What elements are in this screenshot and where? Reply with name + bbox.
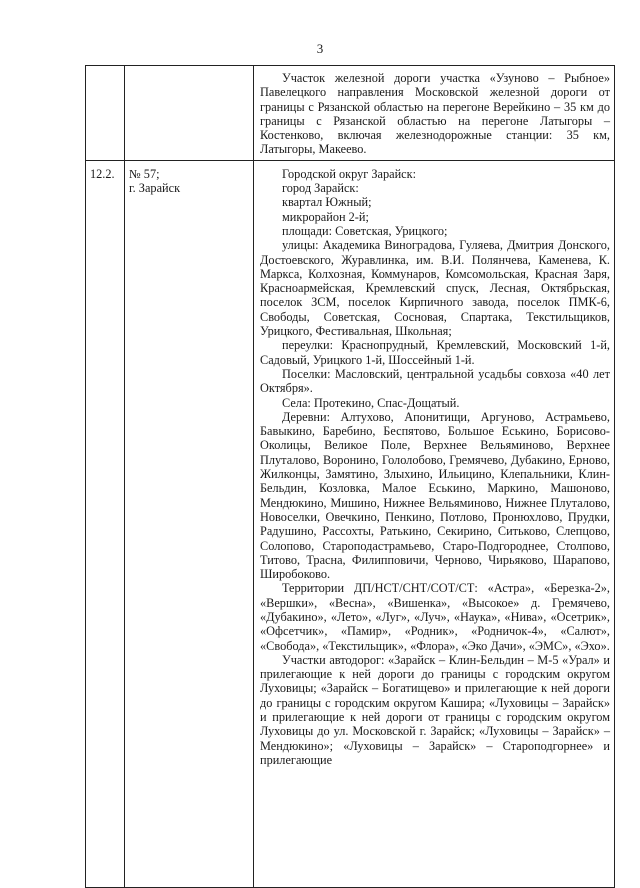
table-row	[86, 66, 615, 161]
paragraph: Поселки: Масловский, центральной усадьбы совхоза «40 лет Октября».	[260, 366, 610, 396]
paragraph: Участок железной дороги участка «Узуново – Рыбное» Павелецкого направления Московской железной дороги от границы с Рязанской областью на перегоне Верейкино – 35 км до границы с Рязанской областью на перегоне Латыгоры – Костенково, включая железнодорожные станции: 35 км, Латыгоры, Макеево.	[260, 71, 610, 157]
territory-table	[85, 65, 615, 888]
paragraph: Участки автодорог: «Зарайск – Клин-Бельдин – М-5 «Урал» и прилегающие к ней дороги до границы с городским округом Луховицы; «Зарайск – Богатищево» и прилегающие к ней дороги до границы с городским округом Кашира; «Луховицы – Зарайск» и прилегающие к ней дороги от границы с городским округом Луховицы до ул. Московской г. Зарайск; «Луховицы – Зарайск» – Мендюкино»; «Луховицы – Зарайск» – Староподгорнее» и прилегающие	[260, 652, 610, 767]
paragraph: Городской округ Зарайск:	[282, 166, 417, 181]
table-row	[86, 160, 615, 887]
paragraph: улицы: Академика Виноградова, Гуляева, Дмитрия Донского, Достоевского, Журавлинка, им. В.И. Полянчева, Каменева, К. Маркса, Колхозная, Коммунаров, Комсомольская, Красная Заря, Красноармейская, Кремлевский спуск, Лесная, Октябрьская, поселок ЗСМ, поселок Кирпичного завода, поселок ПМК-6, Свободы, Советская, Сосновая, Спартака, Текстильщиков, Урицкого, Фестивальная, Школьная;	[260, 238, 610, 339]
paragraph: Территории ДП/НСТ/СНТ/СОТ/СТ: «Астра», «Березка-2», «Вершки», «Весна», «Вишенка», «Высокое» д. Гремячево, «Дубакино», «Лето», «Луг», «Луч», «Наука», «Нива», «Осетрик», «Офсетчик», «Памир», «Родник», «Родничок-4», «Салют», «Свобода», «Текстильщик», «Флора», «Эко Дачи», «ЭМС», «Эхо».	[260, 581, 610, 653]
description-cell	[254, 160, 615, 887]
paragraph: переулки: Краснопрудный, Кремлевский, Московский 1-й, Садовый, Урицкого 1-й, Шоссейный 1-й.	[260, 338, 610, 367]
description-cell	[254, 66, 615, 161]
paragraph: микрорайон 2-й;	[282, 209, 369, 224]
paragraph: город Зарайск:	[282, 181, 359, 196]
paragraph: Деревни: Алтухово, Апонитищи, Аргуново, Астрамьево, Бавыкино, Баребино, Беспятово, Большое Еськино, Борисово-Околицы, Великое Поле, Верхнее Вельяминово, Верхнее Плуталово, Воронино, Гололобово, Гремячево, Дубакино, Ерново, Жилконцы, Замятино, Злыхино, Ильицино, Клепальники, Клин-Бельдин, Козловка, Малое Еськино, Маркино, Машоново, Мендюкино, Мишино, Нижнее Вельяминово, Нижнее Плуталово, Новоселки, Овечкино, Пенкино, Потлово, Пронюхлово, Прудки, Радушино, Рассохты, Ратькино, Секирино, Ситьково, Слепцово, Солопово, Староподастрамьево, Старо-Подгороднее, Столпово, Титово, Трасна, Филипповичи, Черново, Чирьяково, Шарапово, Широбоково.	[260, 409, 610, 582]
location-cell	[125, 66, 254, 161]
station-number: № 57;	[129, 166, 160, 181]
paragraph: квартал Южный;	[282, 195, 372, 210]
page-number: 3	[316, 41, 324, 56]
row-number-cell: 12.2.	[86, 160, 125, 887]
paragraph: площади: Советская, Урицкого;	[282, 223, 448, 238]
paragraph: Села: Протекино, Спас-Дощатый.	[282, 395, 460, 410]
row-number-cell	[86, 66, 125, 161]
station-city: г. Зарайск	[129, 181, 181, 196]
location-cell	[125, 160, 254, 887]
